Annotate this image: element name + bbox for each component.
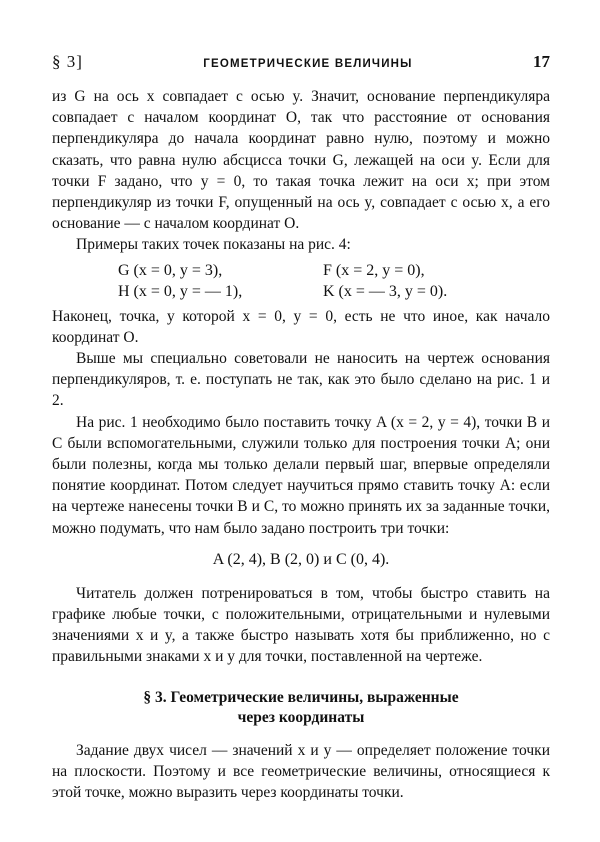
- page-number: 17: [532, 52, 550, 71]
- paragraph-figure-1: На рис. 1 необходимо было поставить точку A (x = 2, y = 4), точки B и C были вспомогательными, служили только для построения точки A; они были полезны, когда мы только делали первый шаг, впервые определяли понятие координат. Потом следует научиться прямо ставить точку A: если на чертеже нанесены точки B и C, то можно принять их за заданные точки, можно подумать, что нам было задано построить три точки:: [52, 413, 550, 537]
- page-header: [52, 52, 550, 76]
- paragraph-practice: Читатель должен потренироваться в том, чтобы быстро ставить на графике любые точки, с положительными, отрицательными и нулевыми значениями x и y, а также быстро называть хотя бы приближенно, но с правильными знаками x и y для точки, поставленной на чертеже.: [52, 584, 550, 666]
- formula-point-k: K (x = — 3, y = 0).: [323, 282, 448, 300]
- header-running-title: ГЕОМЕТРИЧЕСКИЕ ВЕЛИЧИНЫ: [203, 58, 413, 70]
- book-page: [52, 52, 550, 803]
- formula-point-h: H (x = 0, y = — 1),: [118, 282, 243, 300]
- formula-row-2: [118, 281, 550, 302]
- header-section-ref: § 3]: [52, 52, 83, 71]
- paragraph-advice: Выше мы специально советовали не наносить на чертеж основания перпендикуляров, т. е. поступать не так, как это было сделано на рис. 1 и 2.: [52, 350, 550, 410]
- section-heading-line-2: через координаты: [237, 708, 365, 726]
- section-heading: [52, 688, 550, 728]
- formula-row-1: [118, 260, 550, 281]
- paragraph-continuation: из G на ось x совпадает с осью y. Значит, основание перпендикуляра совпадает с началом координат O, так что расстояние от основания перпендикуляра до начала координат равно нулю, поэтому и можно сказать, что равна нулю абсцисса точки G, лежащей на оси y. Если для точки F задано, что y = 0, то такая точка лежит на оси x; при этом перпендикуляр из точки F, опущенный на ось y, совпадает с осью x, а его основание — с началом координат O.: [52, 88, 550, 233]
- formula-point-f: F (x = 2, y = 0),: [323, 261, 425, 279]
- formula-point-g: G (x = 0, y = 3),: [118, 261, 223, 279]
- paragraph-section-intro: Задание двух чисел — значений x и y — определяет положение точки на плоскости. Поэтому и все геометрические величины, относящиеся к этой точке, можно выразить через координаты точки.: [52, 741, 550, 802]
- paragraph-origin: Наконец, точка, у которой x = 0, y = 0, есть не что иное, как начало координат O.: [52, 307, 550, 346]
- formula-three-points: A (2, 4), B (2, 0) и C (0, 4).: [212, 550, 390, 568]
- paragraph-examples-intro: Примеры таких точек показаны на рис. 4:: [76, 236, 351, 254]
- section-heading-line-1: § 3. Геометрические величины, выраженные: [143, 688, 459, 706]
- formula-points-block: [118, 260, 550, 302]
